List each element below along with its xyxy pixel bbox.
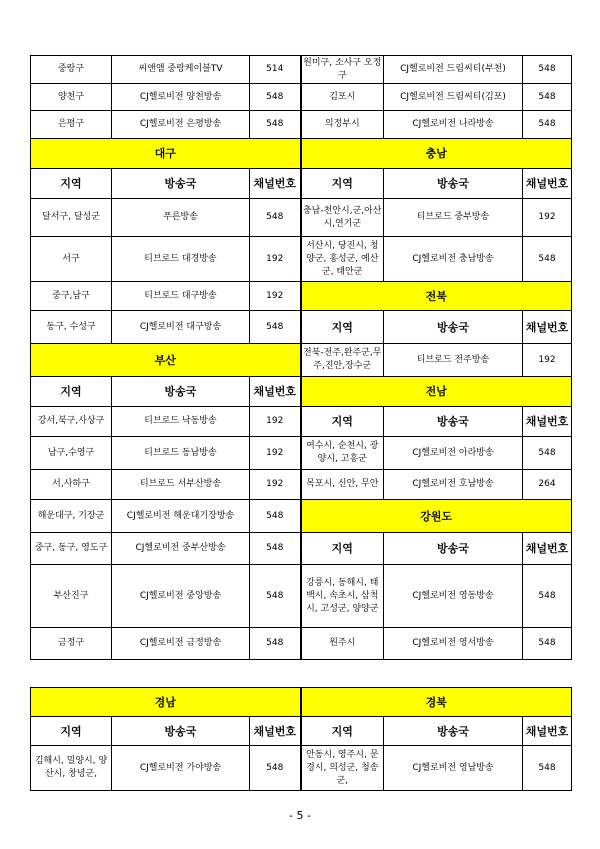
header-row: [31, 169, 572, 199]
region-cell: 충남-천안시,군,아산시,연기군: [301, 199, 384, 237]
station-cell: 푸른방송: [112, 199, 250, 237]
station-cell: CJ헬로비전 영남방송: [384, 746, 523, 791]
station-cell: 티브로드 서부산방송: [112, 470, 250, 500]
region-cell: 여수시, 순천시, 광양시, 고흥군: [301, 437, 384, 470]
table-row: [31, 628, 572, 660]
channel-cell: 548: [523, 746, 572, 791]
table-row: [31, 344, 572, 377]
table-row: [31, 311, 572, 344]
station-cell: CJ헬로비전 양천방송: [112, 84, 250, 111]
section-title-daegu: 대구: [31, 139, 301, 169]
table-row: [31, 282, 572, 311]
station-cell: CJ헬로비전 중부산방송: [112, 533, 250, 565]
header-region: 지역: [301, 717, 384, 746]
header-station: 방송국: [384, 717, 523, 746]
section-title-row: [31, 688, 572, 717]
header-station: 방송국: [384, 311, 523, 344]
section-title-row: [31, 139, 572, 169]
header-channel: 채널번호: [523, 169, 572, 199]
region-cell: 금정구: [31, 628, 112, 660]
channel-cell: 548: [250, 746, 301, 791]
section-title-jeonbuk: 전북: [301, 282, 572, 311]
region-cell: 남구,수영구: [31, 437, 112, 470]
station-cell: 티브로드 동남방송: [112, 437, 250, 470]
table-row: [31, 111, 572, 139]
region-cell: 안동시, 영주시, 문경시, 의성군, 청송군,: [301, 746, 384, 791]
table-row: [31, 237, 572, 282]
section-title-gangwon: 강원도: [301, 500, 572, 533]
channel-table-gyeongsang: [30, 687, 572, 791]
header-channel: 채널번호: [250, 169, 301, 199]
region-cell: 김포시: [301, 84, 384, 111]
channel-cell: 548: [250, 311, 301, 344]
channel-cell: 548: [523, 628, 572, 660]
header-station: 방송국: [112, 169, 250, 199]
region-cell: 은평구: [31, 111, 112, 139]
region-cell: 서산시, 당진시, 청양군, 홍성군, 예산군, 태안군: [301, 237, 384, 282]
channel-cell: 548: [250, 84, 301, 111]
station-cell: CJ헬로비전 영동방송: [384, 565, 523, 628]
region-cell: 중구, 동구, 영도구: [31, 533, 112, 565]
region-cell: 원주시: [301, 628, 384, 660]
station-cell: 티브로드 대구방송: [112, 282, 250, 311]
channel-cell: 192: [250, 237, 301, 282]
channel-cell: 548: [250, 500, 301, 533]
table-row: [31, 199, 572, 237]
header-channel: 채널번호: [523, 717, 572, 746]
region-cell: 부산진구: [31, 565, 112, 628]
station-cell: CJ헬로비전 영서방송: [384, 628, 523, 660]
header-region: 지역: [31, 717, 112, 746]
section-title-busan: 부산: [31, 344, 301, 377]
station-cell: 티브로드 낙동방송: [112, 407, 250, 437]
header-region: 지역: [301, 311, 384, 344]
region-cell: 김해시, 밀양시, 양산시, 창녕군,: [31, 746, 112, 791]
header-channel: 채널번호: [523, 407, 572, 437]
region-cell: 서구: [31, 237, 112, 282]
station-cell: CJ헬로비전 호남방송: [384, 470, 523, 500]
table-row: [31, 377, 572, 407]
channel-cell: 548: [250, 628, 301, 660]
channel-cell: 548: [523, 84, 572, 111]
header-region: 지역: [31, 169, 112, 199]
region-cell: 서,사하구: [31, 470, 112, 500]
channel-cell: 548: [250, 199, 301, 237]
table-row: [31, 470, 572, 500]
section-title-chungnam: 충남: [301, 139, 572, 169]
header-channel: 채널번호: [523, 533, 572, 565]
region-cell: 중랑구: [31, 56, 112, 84]
station-cell: CJ헬로비전 아라방송: [384, 437, 523, 470]
region-cell: 목포시, 신안, 무안: [301, 470, 384, 500]
channel-cell: 548: [523, 237, 572, 282]
region-cell: 동구, 수성구: [31, 311, 112, 344]
station-cell: CJ헬로비전 대구방송: [112, 311, 250, 344]
station-cell: CJ헬로비전 가야방송: [112, 746, 250, 791]
header-station: 방송국: [384, 407, 523, 437]
table-row: [31, 407, 572, 437]
station-cell: 티브로드 전주방송: [384, 344, 523, 377]
table-row: [31, 565, 572, 628]
station-cell: 티브로드 중부방송: [384, 199, 523, 237]
station-cell: CJ헬로비전 은평방송: [112, 111, 250, 139]
channel-cell: 548: [523, 111, 572, 139]
station-cell: CJ헬로비전 중앙방송: [112, 565, 250, 628]
channel-cell: 548: [250, 111, 301, 139]
header-station: 방송국: [112, 377, 250, 407]
header-station: 방송국: [384, 169, 523, 199]
header-station: 방송국: [384, 533, 523, 565]
region-cell: 강릉시, 동해시, 태백시, 속초시, 삼척시, 고성군, 양양군: [301, 565, 384, 628]
header-region: 지역: [301, 407, 384, 437]
channel-cell: 548: [523, 56, 572, 84]
region-cell: 전북-전주,완주군,무주,진안,장수군: [301, 344, 384, 377]
table-row: [31, 500, 572, 533]
region-cell: 해운대구, 기장군: [31, 500, 112, 533]
region-cell: 원미구, 소사구 오정구: [301, 56, 384, 84]
station-cell: CJ헬로비전 드림씨티(부천): [384, 56, 523, 84]
station-cell: CJ헬로비전 해운대기장방송: [112, 500, 250, 533]
station-cell: CJ헬로비전 드림씨티(김포): [384, 84, 523, 111]
channel-cell: 514: [250, 56, 301, 84]
station-cell: CJ헬로비전 나라방송: [384, 111, 523, 139]
table-row: [31, 84, 572, 111]
header-row: [31, 717, 572, 746]
region-cell: 양천구: [31, 84, 112, 111]
section-title-jeonnam: 전남: [301, 377, 572, 407]
section-title-gyeongbuk: 경북: [301, 688, 572, 717]
header-region: 지역: [301, 169, 384, 199]
channel-cell: 548: [523, 437, 572, 470]
region-cell: 의정부시: [301, 111, 384, 139]
header-channel: 채널번호: [250, 377, 301, 407]
channel-cell: 192: [250, 437, 301, 470]
channel-cell: 192: [523, 344, 572, 377]
table-row: [31, 437, 572, 470]
channel-cell: 192: [523, 199, 572, 237]
channel-cell: 548: [250, 565, 301, 628]
channel-cell: 192: [250, 470, 301, 500]
table-row: [31, 746, 572, 791]
table-row: [31, 533, 572, 565]
region-cell: 중구,남구: [31, 282, 112, 311]
section-title-gyeongnam: 경남: [31, 688, 301, 717]
header-channel: 채널번호: [523, 311, 572, 344]
station-cell: 티브로드 대경방송: [112, 237, 250, 282]
channel-cell: 548: [523, 565, 572, 628]
header-channel: 채널번호: [250, 717, 301, 746]
region-cell: 달서구, 달성군: [31, 199, 112, 237]
station-cell: 씨앤앰 중랑케이블TV: [112, 56, 250, 84]
header-station: 방송국: [112, 717, 250, 746]
channel-cell: 192: [250, 407, 301, 437]
channel-cell: 192: [250, 282, 301, 311]
station-cell: CJ헬로비전 금정방송: [112, 628, 250, 660]
page-number: - 5 -: [289, 809, 311, 822]
channel-table-main: [30, 55, 572, 660]
header-region: 지역: [31, 377, 112, 407]
channel-cell: 264: [523, 470, 572, 500]
region-cell: 강서,북구,사상구: [31, 407, 112, 437]
station-cell: CJ헬로비전 충남방송: [384, 237, 523, 282]
table-row: [31, 56, 572, 84]
channel-cell: 548: [250, 533, 301, 565]
header-region: 지역: [301, 533, 384, 565]
